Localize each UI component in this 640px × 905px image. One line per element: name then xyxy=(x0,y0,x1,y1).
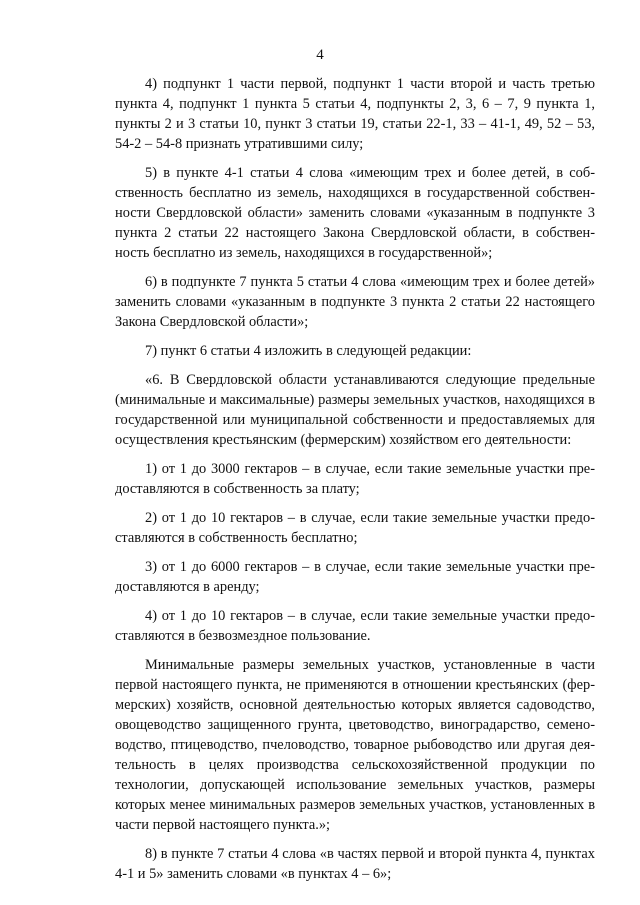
paragraph-clause-6: «6. В Свердловской области устанавливаются следующие предельные (минимальные и максимальные) размеры земельных участков, находящихся в государственной или муниципальной собственности и предоставляемых для осуществления крестьянским (фермерским) хозяйством его деятельности: xyxy=(115,372,595,448)
paragraph-item-8: 8) в пункте 7 статьи 4 слова «в частях первой и второй пункта 4, пунктах 4-1 и 5» заменить словами «в пунктах 4 – 6»; xyxy=(115,846,595,882)
paragraph-subclause-3: 3) от 1 до 6000 гектаров – в случае, если такие земельные участки предоставляются в аренду; xyxy=(115,559,595,595)
paragraph-item-5: 5) в пункте 4-1 статьи 4 слова «имеющим трех и более детей, в собственность бесплатно из земель, находящихся в государственной собственности Свердловской области» заменить словами «указанным в подпункте 3 пункта 2 статьи 22 настоящего Закона Свердловской области, в собственность бесплатно из земель, находящихся в государственной»; xyxy=(115,165,595,261)
paragraph-subclause-1: 1) от 1 до 3000 гектаров – в случае, если такие земельные участки предоставляются в собственность за плату; xyxy=(115,461,595,497)
document-body xyxy=(115,74,595,893)
paragraph-item-6: 6) в подпункте 7 пункта 5 статьи 4 слова «имеющим трех и более детей» заменить словами «указанным в подпункте 3 пункта 2 статьи 22 настоящего Закона Свердловской области»; xyxy=(115,274,595,330)
paragraph-subclause-4: 4) от 1 до 10 гектаров – в случае, если такие земельные участки предоставляются в безвозмездное пользование. xyxy=(115,608,595,644)
paragraph-subclause-2: 2) от 1 до 10 гектаров – в случае, если такие земельные участки предоставляются в собственность бесплатно; xyxy=(115,510,595,546)
paragraph-item-7: 7) пункт 6 статьи 4 изложить в следующей редакции: xyxy=(145,343,472,359)
paragraph-item-4: 4) подпункт 1 части первой, подпункт 1 части второй и часть третью пункта 4, подпункт 1 пункта 5 статьи 4, подпункты 2, 3, 6 – 7, 9 пункта 1, пункты 2 и 3 статьи 10, пункт 3 статьи 19, статьи 22-1, 33 – 41-1, 49, 52 – 53, 54-2 – 54-8 признать утратившими силу; xyxy=(115,76,595,152)
paragraph-minimum-sizes-note: Минимальные размеры земельных участков, установленные в части первой настоящего пункта, не применяются в отношении крестьянских (фермерских) хозяйств, основной деятельностью которых является садоводство, овощеводство защищенного грунта, цветоводство, виноградарство, семеноводство, птицеводство, пчеловодство, товарное рыбоводство или другая деятельность в целях производства сельскохозяйственной продукции по технологии, допускающей использование земельных участков, размеры которых менее минимальных размеров земельных участков, установленных в части первой настоящего пункта.»; xyxy=(115,657,595,833)
page-number: 4 xyxy=(316,47,324,63)
